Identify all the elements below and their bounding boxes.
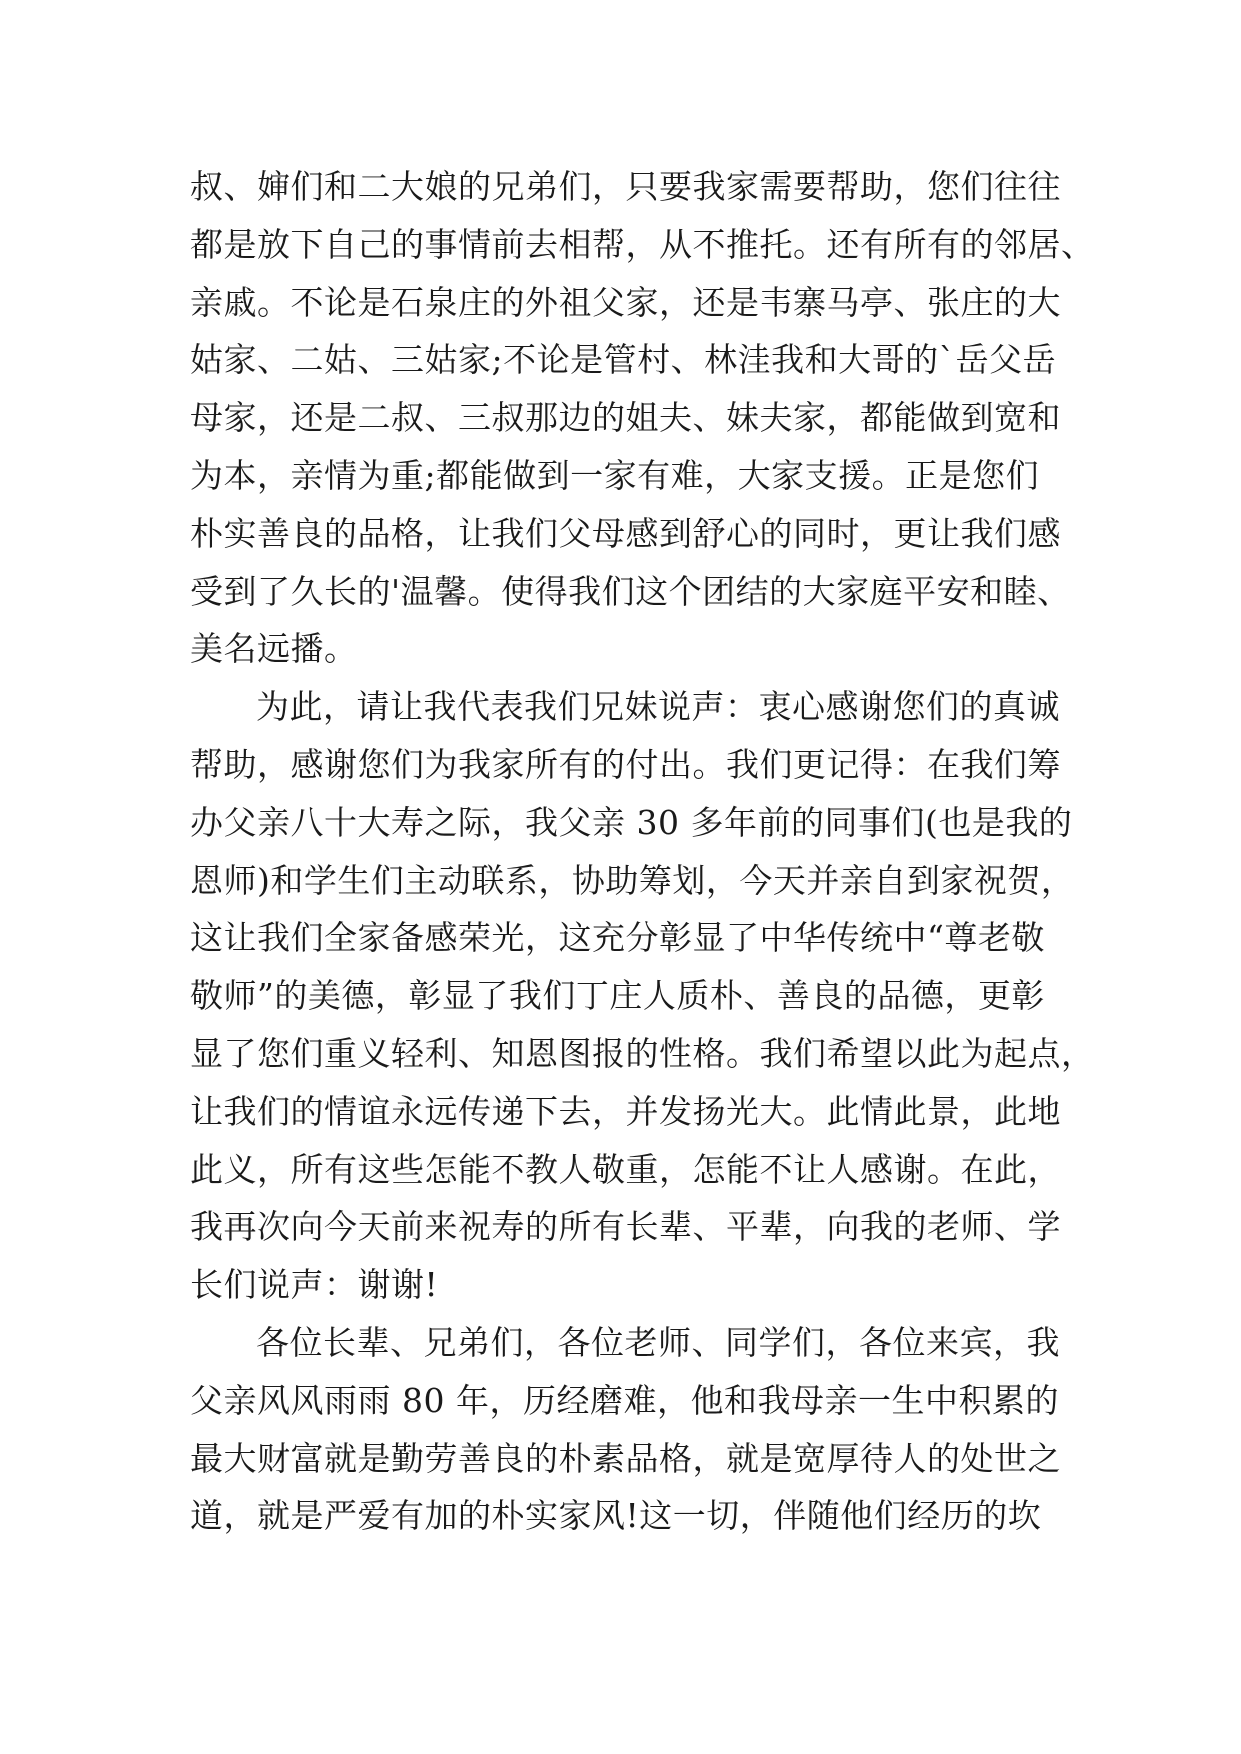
text-line: 最大财富就是勤劳善良的朴素品格，就是宽厚待人的处世之 bbox=[190, 1438, 1061, 1478]
document-body bbox=[190, 158, 1095, 1545]
paragraph bbox=[190, 678, 1095, 1314]
text-line: 叔、婶们和二大娘的兄弟们，只要我家需要帮助，您们往往 bbox=[190, 167, 1061, 206]
paragraph bbox=[190, 158, 1095, 678]
text-line: 办父亲八十大寿之际，我父亲 30 多年前的同事们(也是我的 bbox=[190, 802, 1073, 842]
text-line: 都是放下自己的事情前去相帮，从不推托。还有所有的邻居、 bbox=[190, 224, 1095, 264]
text-line: 道，就是严爱有加的朴实家风!这一切，伴随他们经历的坎 bbox=[190, 1496, 1042, 1536]
text-line: 美名远播。 bbox=[190, 629, 358, 669]
text-line: 我再次向今天前来祝寿的所有长辈、平辈，向我的老师、学 bbox=[190, 1207, 1061, 1247]
text-line: 敬师”的美德，彰显了我们丁庄人质朴、善良的品德，更彰 bbox=[190, 976, 1045, 1016]
text-line: 父亲风风雨雨 80 年，历经磨难，他和我母亲一生中积累的 bbox=[190, 1380, 1059, 1420]
text-line: 受到了久长的'温馨。使得我们这个团结的大家庭平安和睦、 bbox=[190, 571, 1071, 611]
text-line: 母家，还是二叔、三叔那边的姐夫、妹夫家，都能做到宽和 bbox=[190, 398, 1061, 438]
text-line: 这让我们全家备感荣光，这充分彰显了中华传统中“尊老敬 bbox=[190, 918, 1045, 958]
text-line: 朴实善良的品格，让我们父母感到舒心的同时，更让我们感 bbox=[190, 513, 1061, 553]
text-line: 显了您们重义轻利、知恩图报的性格。我们希望以此为起点， bbox=[190, 1033, 1095, 1073]
text-line: 让我们的情谊永远传递下去，并发扬光大。此情此景，此地 bbox=[190, 1091, 1061, 1131]
paragraph bbox=[190, 1314, 1070, 1545]
text-line: 为此，请让我代表我们兄妹说声：衷心感谢您们的真诚 bbox=[256, 687, 1060, 727]
text-line: 各位长辈、兄弟们，各位老师、同学们，各位来宾，我 bbox=[256, 1322, 1060, 1362]
text-line: 亲戚。不论是石泉庄的外祖父家，还是韦寨马亭、张庄的大 bbox=[190, 282, 1061, 322]
text-line: 长们说声：谢谢! bbox=[190, 1265, 439, 1305]
text-line: 此义，所有这些怎能不教人敬重，怎能不让人感谢。在此， bbox=[190, 1149, 1061, 1189]
text-line: 姑家、二姑、三姑家;不论是管村、林洼我和大哥的`岳父岳 bbox=[190, 340, 1057, 380]
text-line: 恩师)和学生们主动联系，协助筹划，今天并亲自到家祝贺， bbox=[190, 860, 1075, 900]
text-line: 为本，亲情为重;都能做到一家有难，大家支援。正是您们 bbox=[190, 455, 1040, 495]
text-line: 帮助，感谢您们为我家所有的付出。我们更记得：在我们筹 bbox=[190, 744, 1061, 784]
